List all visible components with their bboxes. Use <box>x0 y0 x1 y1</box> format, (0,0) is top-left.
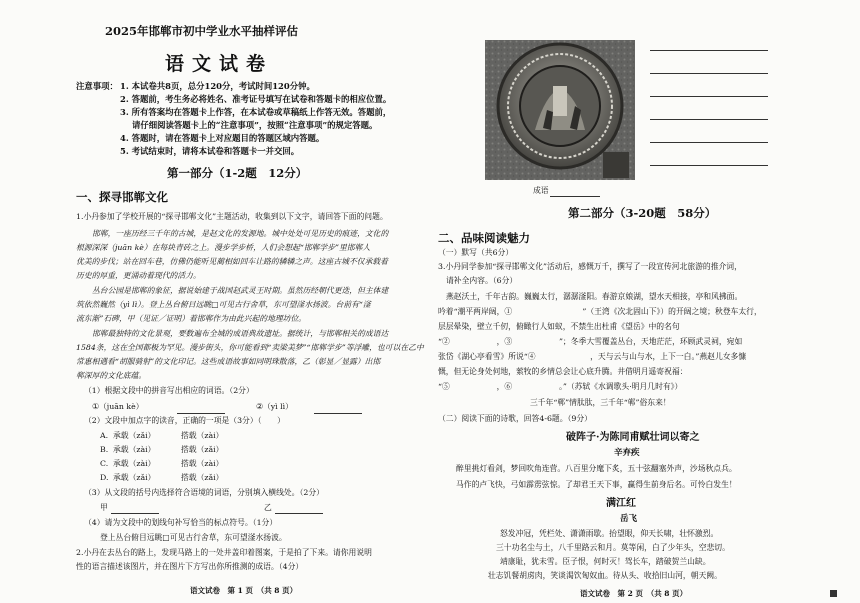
para3-line-1: 邯郸最独特的文化景观，要数遍布全城的成语典故遗址。据统计，与邯郸相关的成语达 <box>92 329 389 338</box>
para2-line-3: 流东渐”石碑，甲（见证／证明）着邯郸作为由此兴起的地理坊位。 <box>76 314 307 323</box>
poem2-author: 岳飞 <box>620 514 638 524</box>
q1-1-b-label: ②（yì lì） <box>256 402 293 411</box>
q1-4-prompt: （4）请为文段中的划线句补写恰当的标点符号。（1分） <box>84 518 278 527</box>
para1-line-1: 邯郸，一座历经三千年的古城，是赵文化的发源地。城中处处可见历史的痕迹，文化的 <box>92 229 389 238</box>
para3-line-3: 常惠相遇看“胡服骑射”的文化印记。这些成语故事如同明珠散落，乙（彰显／显露）出邯 <box>76 357 381 366</box>
q1-3-a-label: 甲 <box>100 503 108 512</box>
q3-body-5: 张岱《湖心亭看雪》所说“④ ，天与云与山与水，上下一白。”燕赵儿女多慷 <box>438 352 747 361</box>
scanner-mark <box>830 590 837 597</box>
q1-1-a-label: ①（juān kè） <box>92 402 144 411</box>
subject-title: 语文试卷 <box>165 53 274 75</box>
notice-line-3: 3. 所有答案均在答题卡上作答，在本试卷或草稿纸上作答无效。答题前， <box>120 107 392 117</box>
poem1-title: 破阵子·为陈同甫赋壮词以寄之 <box>566 432 700 443</box>
q1-3-b-blank[interactable] <box>275 513 323 514</box>
q3-line-2: 请补全内容。（6分） <box>446 276 518 285</box>
q1-3-a-blank[interactable] <box>111 513 159 514</box>
option-c-word1: 承载（zài） <box>113 459 156 468</box>
option-a-word2: 搭载（zài） <box>181 431 224 440</box>
q1-3-b-label: 乙 <box>264 503 272 512</box>
poem1-author: 辛弃疾 <box>614 448 640 458</box>
page-2 <box>430 0 860 603</box>
part-two-heading: 第二部分（3-20题 58分） <box>568 206 717 220</box>
notice-line-1: 1. 本试卷共8页，总分120分，考试时间120分钟。 <box>120 81 315 91</box>
notice-line-5: 4. 答题时，请在答题卡上对应题目的答题区域内答题。 <box>120 133 325 143</box>
q3-body-3: 层层晕染，壁立千仞，俯瞰行人如蚁，不禁生出杜甫《望岳》中的名句 <box>438 322 680 331</box>
section-one-heading: 一、探寻邯郸文化 <box>76 190 168 204</box>
answer-line-5[interactable] <box>650 142 768 143</box>
option-d-label[interactable]: D. <box>100 473 109 482</box>
para3-line-2: 1584条，这在全国都极为罕见。漫步街头，你可能看到“卖梁美梦”“邯郸学步”等浮雕，也可以在乙中 <box>76 343 424 352</box>
q2-line-2: 性的语言描述该图片，并在图片下方写出你所推测的成语。（4分） <box>76 562 304 571</box>
page-1-footer: 语文试卷 第 1 页 （共 8 页） <box>190 586 298 595</box>
option-b-word2: 搭载（zǎi） <box>181 445 224 454</box>
notice-line-6: 5. 考试结束时，请将本试卷和答题卡一并交回。 <box>120 146 300 156</box>
sub-heading-2: （二）阅读下面的诗歌，回答4-6题。（9分） <box>438 414 592 423</box>
para3-line-4: 郸深厚的文化底蕴。 <box>76 371 147 380</box>
para2-line-1: 丛台公园是邯郸的象征，据说始建于战国赵武灵王时期。虽然历经朝代更迭，但主体建 <box>92 286 389 295</box>
q3-body-1: 燕赵沃土，千年古韵。巍巍太行，潺潺滏阳。春游京娘湖，望水天相接，亭和风拂面。 <box>446 292 743 301</box>
q1-4-sentence: 登上丛台俯目远眺□可见古行舍草，东可望滏水扬波。 <box>100 533 287 542</box>
para1-line-3: 优美的步伐；站在回车巷，仿佛仍能听见蔺相如回车让路的辚辚之声。这座古城不仅承载着 <box>76 257 388 266</box>
exam-title: 2025年邯郸市初中学业水平抽样评估 <box>105 24 299 38</box>
answer-line-4[interactable] <box>650 119 768 120</box>
poem1-line-2: 马作的卢飞快，弓如霹雳弦惊。了却君王天下事，赢得生前身后名。可怜白发生！ <box>456 480 737 489</box>
q1-2-prompt: （2）文段中加点字的读音，正确的一项是（3分）（ ） <box>84 416 285 425</box>
part-one-heading: 第一部分（1-2题 12分） <box>167 166 308 180</box>
para2-line-2: 筑依然巍然（yì lì）。登上丛台俯目远眺□可见古行舍草，东可望滏水扬波。台前有“滏 <box>76 300 371 309</box>
q3-body-7: “⑤ ，⑥ 。”（苏轼《水调歌头·明月几时有》） <box>438 382 683 391</box>
idiom-label: 成语 <box>533 186 549 195</box>
option-c-label[interactable]: C. <box>100 459 109 468</box>
q3-body-6: 慨，但无论身处何地，萦牧的乡情总会让心底升腾。井借明月遥寄祝福： <box>438 367 688 376</box>
option-b-label[interactable]: B. <box>100 445 109 454</box>
q1-1-b-blank[interactable] <box>314 413 362 414</box>
answer-line-1[interactable] <box>650 50 768 51</box>
option-a-word1: 承载（zǎi） <box>113 431 156 440</box>
sub-heading-1: （一）默写（共6分） <box>438 248 514 257</box>
q3-body-4: “② ，③ ”；冬季大雪覆盖丛台，天地茫茫，环顾武灵祠，宛如 <box>438 337 743 346</box>
answer-line-2[interactable] <box>650 73 768 74</box>
q2-line-1: 2.小丹在去丛台的路上，发现马路上的一处井盖印着图案，于是拍了下来。请你用说明 <box>76 548 372 557</box>
q1-intro: 1.小丹参加了学校开展的“探寻邯郸文化”主题活动，收集到以下文字，请回答下面的问题。 <box>76 212 388 221</box>
q1-3-prompt: （3）从文段的括号内选择符合语境的词语，分别填入横线处。（2分） <box>84 488 324 497</box>
poem1-line-1: 醉里挑灯看剑，梦回吹角连营。八百里分麾下炙，五十弦翻塞外声，沙场秋点兵。 <box>456 464 737 473</box>
poem2-line-3: 靖康耻，犹未雪。臣子恨，何时灭！驾长车，踏破贺兰山缺。 <box>500 557 711 566</box>
notice-line-2: 2. 答题前，考生务必将姓名、准考证号填写在试卷和答题卡的相应位置。 <box>120 94 392 104</box>
option-c-word2: 搭载（zài） <box>181 459 224 468</box>
para1-line-4: 历史的厚重，更涌动着现代的活力。 <box>76 271 201 280</box>
q1-1-prompt: （1）根据文段中的拼音写出相应的词语。（2分） <box>84 386 254 395</box>
section-two-heading: 二、品味阅读魅力 <box>438 231 530 245</box>
answer-line-6[interactable] <box>650 165 768 166</box>
idiom-blank[interactable] <box>550 196 600 197</box>
poem2-line-2: 三十功名尘与土，八千里路云和月。莫等闲，白了少年头，空悲切。 <box>496 543 730 552</box>
poem2-title: 满江红 <box>606 498 636 509</box>
page-2-footer: 语文试卷 第 2 页 （共 8 页） <box>580 589 688 598</box>
option-a-label[interactable]: A. <box>100 431 109 440</box>
option-d-word2: 搭载（zǎi） <box>181 473 224 482</box>
q3-body-2: 吟着“潮平两岸阔，① ”（王湾《次北固山下》）的开阔之境；秋登车太行， <box>438 307 762 316</box>
poem2-line-1: 怒发冲冠，凭栏处、潇潇雨歇。抬望眼，仰天长啸，壮怀激烈。 <box>500 529 719 538</box>
q3-tail: 三千年“郸”情肽肽，三千年“郸”俗东来！ <box>530 398 671 407</box>
notice-line-4: 请仔细阅读答题卡上的“注意事项”，按照“注意事项”的规定答题。 <box>132 120 378 130</box>
poem2-line-4: 壮志饥餐胡虏肉，笑谈渴饮匈奴血。待从头、收拾旧山河，朝天阙。 <box>488 571 722 580</box>
option-d-word1: 承载（zǎi） <box>113 473 156 482</box>
q3-line-1: 3.小丹同学参加“探寻邯郸文化”活动后，感慨万千，撰写了一段宣传河北旅游的推介词， <box>438 262 742 271</box>
para1-line-2: 根源深深（juān kè）在每块青砖之上。漫步学步桥，人们会想起“邯郸学步”里邯郸人 <box>76 243 371 252</box>
notice-label: 注意事项： <box>76 81 118 91</box>
manhole-cover-photo <box>485 40 635 180</box>
answer-line-3[interactable] <box>650 96 768 97</box>
option-b-word1: 承载（zài） <box>113 445 156 454</box>
